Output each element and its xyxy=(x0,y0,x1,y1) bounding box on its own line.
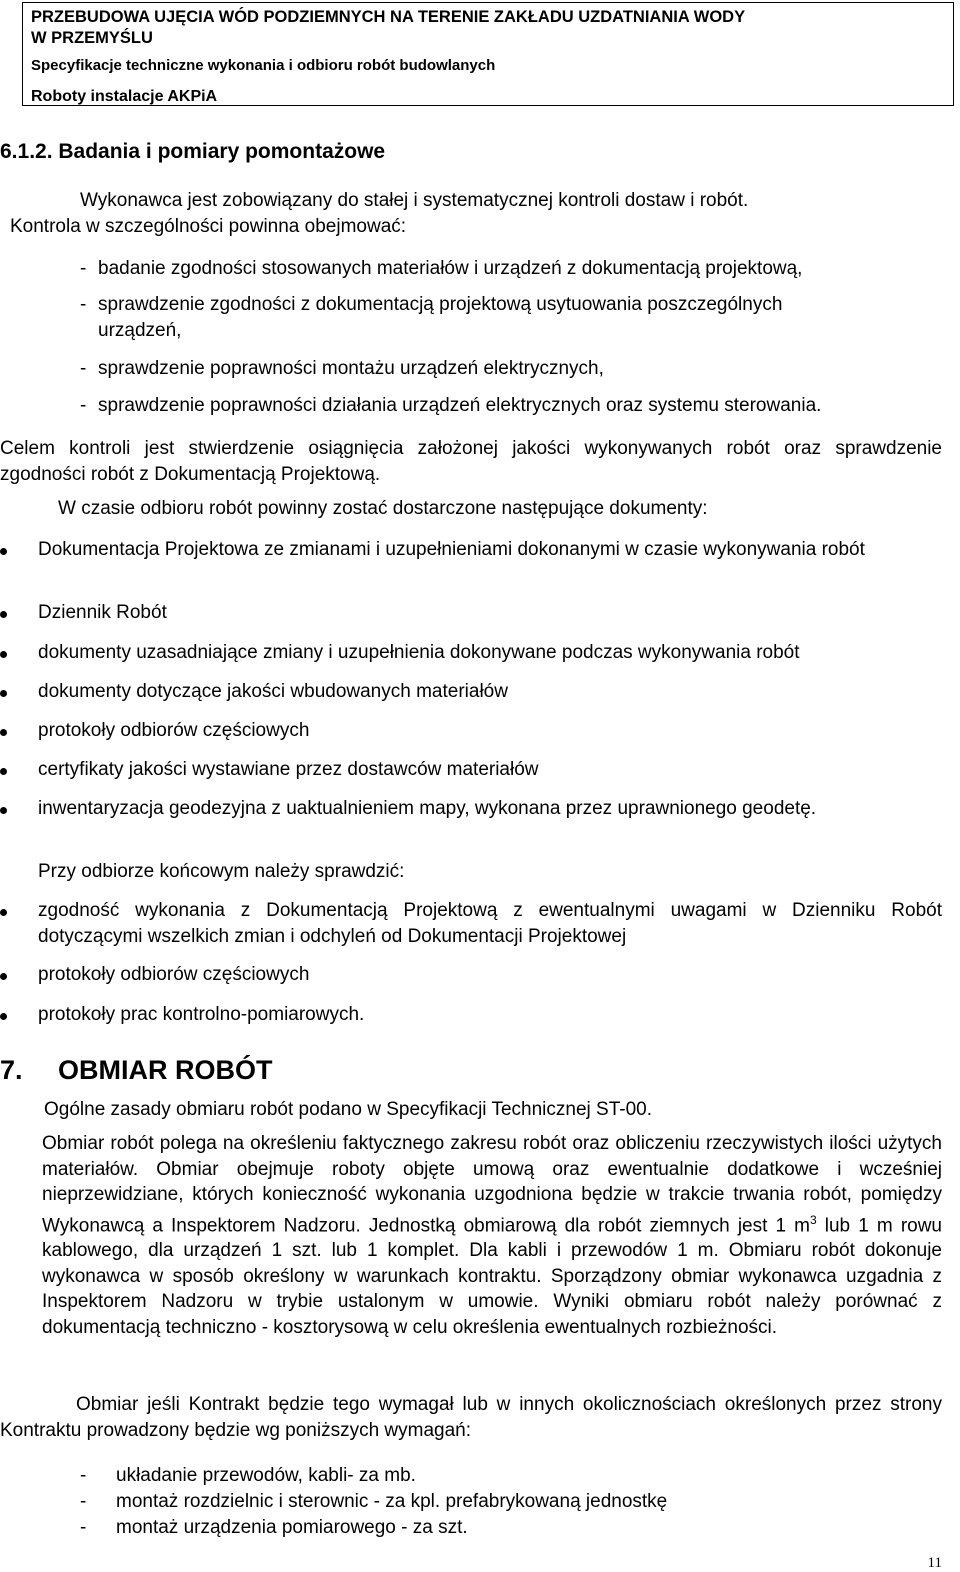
obmiar-paragraph-2 xyxy=(42,1131,942,1340)
obmiar-item xyxy=(80,1463,416,1489)
bullet-icon xyxy=(0,973,7,980)
bullet-icon xyxy=(0,611,7,618)
obmiar-item-text: układanie przewodów, kabli- za mb. xyxy=(116,1465,416,1486)
docs-item-text: certyfikaty jakości wystawiane przez dostawców materiałów xyxy=(38,759,539,780)
bullet-icon xyxy=(0,651,7,658)
section-number: 7. xyxy=(0,1055,23,1085)
check-item xyxy=(80,356,942,382)
list-dash: - xyxy=(80,294,87,315)
obmiar-paragraph-3: Obmiar jeśli Kontrakt będzie tego wymagał lub w innych okolicznościach określonych przez strony Kontraktu prowadzony będzie wg poniższych wymagań: xyxy=(0,1394,942,1441)
obmiar-item xyxy=(80,1515,468,1541)
bullet-icon xyxy=(0,768,7,775)
check-text: sprawdzenie zgodności z dokumentacją projektową usytuowania poszczególnych xyxy=(98,294,783,315)
section-heading-7 xyxy=(0,1055,272,1086)
check-text: badanie zgodności stosowanych materiałów i urządzeń z dokumentacją projektową, xyxy=(98,258,803,279)
list-dash: - xyxy=(80,395,87,416)
check-item xyxy=(80,292,942,343)
header-subtitle: Specyfikacje techniczne wykonania i odbioru robót budowlanych xyxy=(31,57,496,74)
list-dash: - xyxy=(80,358,87,379)
docs-intro: W czasie odbioru robót powinny zostać dostarczone następujące dokumenty: xyxy=(58,498,708,519)
check-item xyxy=(80,256,942,282)
goal-paragraph: Celem kontroli jest stwierdzenie osiągnięcia założonej jakości wykonywanych robót oraz sprawdzenie zgodności robót z Dokumentacją Projektową. xyxy=(0,438,942,485)
docs-item-text: protokoły odbiorów częściowych xyxy=(38,720,310,741)
obmiar-text-part-b: lub 1 m rowu kablowego, dla urządzeń 1 szt. lub 1 komplet. Dla kabli i przewodów 1 m. Obmiaru robót dokonuje wykonawca w sposób określony w warunkach kontraktu. Sporządzony obmiar wykonawca uzgadnia z Inspektorem Nadzoru w trybie ustalonym w umowie. Wyniki obmiaru robót należy porównać z dokumentacją techniczno - kosztorysową w celu określenia ewentualnych rozbieżności. xyxy=(42,1214,943,1338)
bullet-icon xyxy=(0,729,7,736)
bullet-icon xyxy=(0,548,7,555)
obmiar-item-text: montaż rozdzielnic i sterownic - za kpl. prefabrykowaną jednostkę xyxy=(116,1491,668,1512)
docs-item-text: inwentaryzacja geodezyjna z uaktualnieniem mapy, wykonana przez uprawnionego geodetę. xyxy=(38,798,817,819)
obmiar-item xyxy=(80,1489,667,1515)
list-dash: - xyxy=(80,258,87,279)
final-check-text: protokoły prac kontrolno-pomiarowych. xyxy=(38,1004,365,1025)
docs-item-text: dokumenty uzasadniające zmiany i uzupełnienia dokonywane podczas wykonywania robót xyxy=(38,642,800,663)
check-item xyxy=(80,393,942,419)
check-text: sprawdzenie poprawności montażu urządzeń elektrycznych, xyxy=(98,358,604,379)
intro-line-2: Kontrola w szczególności powinna obejmować: xyxy=(10,216,407,237)
list-dash: - xyxy=(80,1465,87,1486)
bullet-icon xyxy=(0,807,7,814)
docs-item-text: dokumenty dotyczące jakości wbudowanych materiałów xyxy=(38,681,508,702)
bullet-icon xyxy=(0,690,7,697)
check-text-continuation: urządzeń, xyxy=(98,319,182,341)
document-header xyxy=(22,2,954,106)
docs-item-text: Dziennik Robót xyxy=(38,602,167,623)
list-dash: - xyxy=(80,1517,87,1538)
obmiar-item-text: montaż urządzenia pomiarowego - za szt. xyxy=(116,1517,468,1538)
check-text: sprawdzenie poprawności działania urządzeń elektrycznych oraz systemu sterowania. xyxy=(98,395,822,416)
header-title-line1: PRZEBUDOWA UJĘCIA WÓD PODZIEMNYCH NA TERENIE ZAKŁADU UZDATNIANIA WODY xyxy=(31,8,746,26)
header-title-line2: W PRZEMYŚLU xyxy=(31,29,153,47)
obmiar-text-part-a: Obmiar robót polega na określeniu faktycznego zakresu robót oraz obliczeniu rzeczywistych ilości użytych materiałów. Obmiar obejmuje roboty objęte umową oraz ewentualnie dodatkowe i wcześniej nieprzewidziane, których konieczność wykonania uzgodniona będzie w trakcie trwania robót, pomiędzy Wykonawcą a Inspektorem Nadzoru. Jednostką obmiarową dla robót ziemnych jest 1 m xyxy=(42,1133,942,1236)
header-section: Roboty instalacje AKPiA xyxy=(31,88,218,105)
section-title: OBMIAR ROBÓT xyxy=(58,1055,273,1085)
section-heading-6-1-2: 6.1.2. Badania i pomiary pomontażowe xyxy=(0,140,386,163)
page-number: 11 xyxy=(927,1555,942,1571)
final-checks-intro: Przy odbiorze końcowym należy sprawdzić: xyxy=(38,861,405,882)
superscript: 3 xyxy=(809,1212,817,1227)
intro-line-1: Wykonawca jest zobowiązany do stałej i systematycznej kontroli dostaw i robót. xyxy=(80,190,749,211)
bullet-icon xyxy=(0,1013,7,1020)
docs-item-text: Dokumentacja Projektowa ze zmianami i uzupełnieniami dokonanymi w czasie wykonywania robót xyxy=(38,539,865,560)
bullet-icon xyxy=(0,909,7,916)
final-check-text: zgodność wykonania z Dokumentacją Projektową z ewentualnymi uwagami w Dzienniku Robót dotyczącymi wszelkich zmian i odchyleń od Dokumentacji Projektowej xyxy=(38,900,942,947)
final-check-text: protokoły odbiorów częściowych xyxy=(38,964,310,985)
list-dash: - xyxy=(80,1491,87,1512)
obmiar-paragraph-1: Ogólne zasady obmiaru robót podano w Specyfikacji Technicznej ST-00. xyxy=(44,1099,652,1120)
